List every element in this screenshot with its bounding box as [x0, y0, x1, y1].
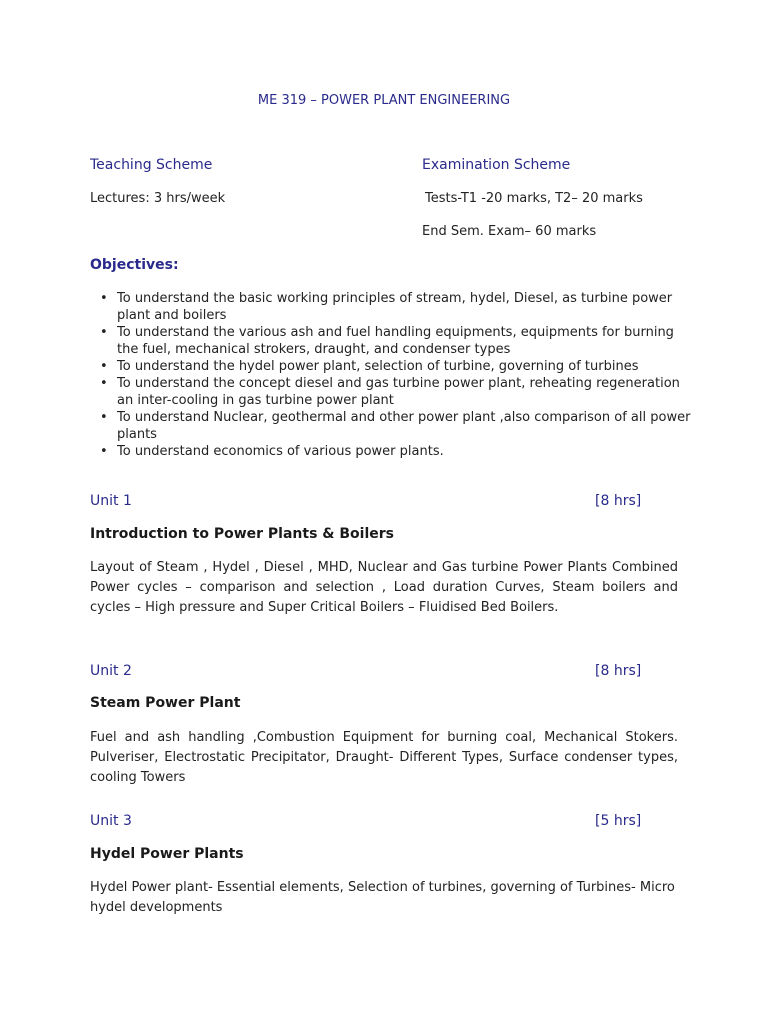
unit-1-hours: [8 hrs] — [595, 493, 642, 509]
bullet-icon: • — [100, 376, 108, 391]
teaching-scheme-heading: Teaching Scheme — [90, 157, 213, 173]
unit-3-hours: [5 hrs] — [595, 813, 642, 829]
bullet-icon: • — [100, 359, 108, 374]
tests-text: Tests-T1 -20 marks, T2– 20 marks — [425, 191, 643, 206]
bullet-icon: • — [100, 444, 108, 459]
objective-item: • To understand the various ash and fuel handling equipments, equipments for burning the fuel, mechanical strokers, draught, and condenser types — [100, 325, 674, 357]
examination-scheme-heading: Examination Scheme — [422, 157, 571, 173]
objective-item: • To understand economics of various power plants. — [100, 444, 444, 459]
unit-1-title: Introduction to Power Plants & Boilers — [90, 526, 394, 542]
unit-3-label: Unit 3 — [90, 813, 132, 829]
page-title: ME 319 – POWER PLANT ENGINEERING — [257, 93, 511, 108]
unit-1-label: Unit 1 — [90, 493, 132, 509]
unit-1-content: Layout of Steam , Hydel , Diesel , MHD, Nuclear and Gas turbine Power Plants Combined Power cycles – comparison and selection , Load duration Curves, Steam boilers and cycles – High pressure and Super Critical Boilers – Fluidised Bed Boilers. — [90, 560, 678, 615]
unit-2-label: Unit 2 — [90, 663, 132, 679]
unit-2-hours: [8 hrs] — [595, 663, 642, 679]
objectives-heading: Objectives: — [90, 257, 179, 273]
unit-2-title: Steam Power Plant — [90, 695, 241, 711]
unit-2-content: Fuel and ash handling ,Combustion Equipment for burning coal, Mechanical Stokers. Pulveriser, Electrostatic Precipitator, Draught- Different Types, Surface condenser types, cooling Towers — [90, 730, 678, 785]
bullet-icon: • — [100, 325, 108, 340]
objective-item: • To understand Nuclear, geothermal and other power plant ,also comparison of all power plants — [100, 410, 691, 442]
objective-item: • To understand the basic working principles of stream, hydel, Diesel, as turbine power plant and boilers — [100, 291, 673, 323]
unit-3-title: Hydel Power Plants — [90, 846, 244, 862]
end-sem-text: End Sem. Exam– 60 marks — [422, 224, 597, 239]
objective-item: • To understand the hydel power plant, selection of turbine, governing of turbines — [100, 359, 639, 374]
objectives-list — [91, 290, 691, 460]
bullet-icon: • — [100, 291, 108, 306]
objective-item: • To understand the concept diesel and gas turbine power plant, reheating regeneration an inter-cooling in gas turbine power plant — [100, 376, 680, 408]
bullet-icon: • — [100, 410, 108, 425]
lectures-text: Lectures: 3 hrs/week — [90, 191, 226, 206]
unit-3-content: Hydel Power plant- Essential elements, Selection of turbines, governing of Turbines- Micro hydel developments — [90, 880, 675, 915]
